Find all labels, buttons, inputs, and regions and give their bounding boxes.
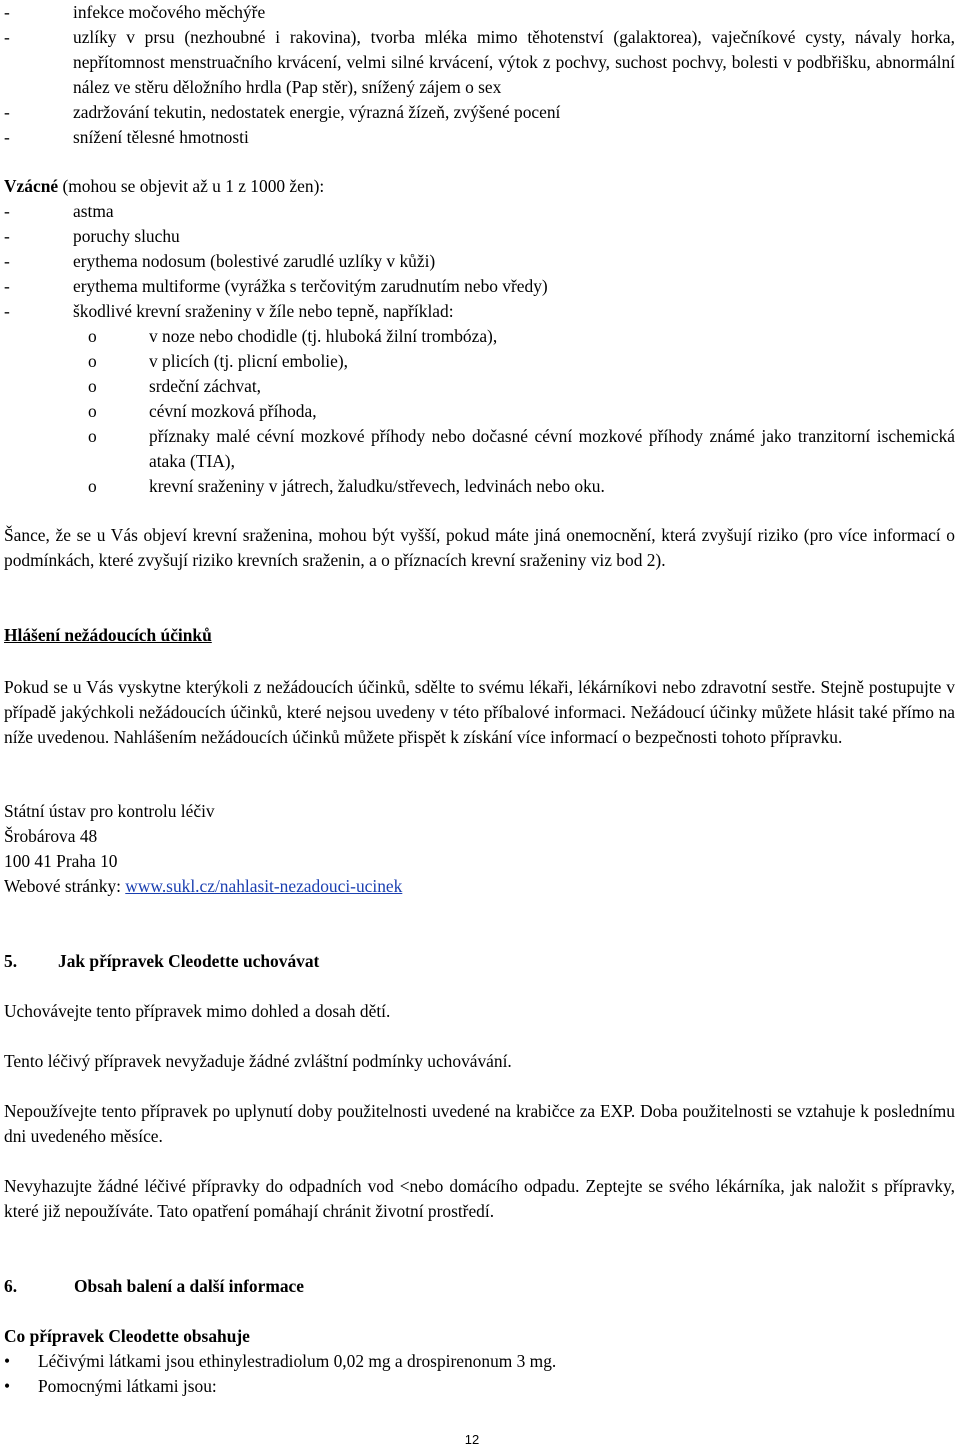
list-item: - erythema multiforme (vyrážka s terčovitým zarudnutím nebo vředy) — [4, 276, 548, 296]
section-5-paragraph: Nevyhazujte žádné léčivé přípravky do odpadních vod <nebo domácího odpadu. Zeptejte se svého lékárníka, jak naložit s přípravky, které již nepoužíváte. Tato opatření pomáhají chránit životní prostředí. — [4, 1176, 955, 1221]
list-item: • Pomocnými látkami jsou: — [4, 1376, 217, 1396]
address-block — [4, 799, 402, 899]
list-item: - škodlivé krevní sraženiny v žíle nebo tepně, například: — [4, 301, 454, 321]
list-item: - astma — [4, 201, 114, 221]
sub-list-item: o v noze nebo chodidle (tj. hluboká žilní trombóza), — [88, 326, 498, 346]
sub-list-item: o cévní mozková příhoda, — [88, 401, 317, 421]
address-line: Šrobárova 48 — [4, 826, 98, 846]
rare-heading: Vzácné (mohou se objevit až u 1 z 1000 žen): — [4, 176, 325, 196]
list-item: - snížení tělesné hmotnosti — [4, 127, 249, 147]
side-effects-list — [4, 0, 955, 150]
list-item: - zadržování tekutin, nedostatek energie, výrazná žízeň, zvýšené pocení — [4, 102, 561, 122]
section-5-paragraph: Tento léčivý přípravek nevyžaduje žádné zvláštní podmínky uchovávání. — [4, 1051, 512, 1071]
section-5-paragraph: Nepoužívejte tento přípravek po uplynutí doby použitelnosti uvedené na krabičce za EXP. Doba použitelnosti se vztahuje k poslednímu dni uvedeného měsíce. — [4, 1101, 955, 1146]
list-item: - uzlíky v prsu (nezhoubné i rakovina), tvorba mléka mimo těhotenství (galaktorea), vaječníkové cysty, návaly horka, nepřítomnost menstruačního krvácení, velmi silné krvácení, výtok z pochvy, suchost pochvy, bolesti v podbřišku, abnormální nález ve stěru děložního hrdla (Pap stěr), snížený zájem o sex — [4, 27, 955, 97]
rare-section — [4, 174, 955, 499]
address-line: 100 41 Praha 10 — [4, 851, 118, 871]
section-6-heading: 6. Obsah balení a další informace — [4, 1276, 304, 1296]
address-line: Státní ústav pro kontrolu léčiv — [4, 801, 215, 821]
list-item: - erythema nodosum (bolestivé zarudlé uzlíky v kůži) — [4, 251, 436, 271]
section-5-paragraph: Uchovávejte tento přípravek mimo dohled a dosah dětí. — [4, 1001, 391, 1021]
section-5-heading: 5. Jak přípravek Cleodette uchovávat — [4, 951, 320, 971]
composition-subheading: Co přípravek Cleodette obsahuje — [4, 1326, 250, 1346]
reporting-paragraph: Pokud se u Vás vyskytne kterýkoli z nežádoucích účinků, sdělte to svému lékaři, lékárníkovi nebo zdravotní sestře. Stejně postupujte v případě jakýchkoli nežádoucích účinků, které nejsou uvedeny v této příbalové informaci. Nežádoucí účinky můžete hlásit také přímo na níže uvedenou. Nahlášením nežádoucích účinků můžete přispět k získání více informací o bezpečnosti tohoto přípravku. — [4, 677, 955, 747]
web-line: Webové stránky: www.sukl.cz/nahlasit-nezadouci-ucinek — [4, 876, 403, 896]
sub-list-item: o příznaky malé cévní mozkové příhody nebo dočasné cévní mozkové příhody známé jako tranzitorní ischemická ataka (TIA), — [88, 426, 955, 471]
list-item: • Léčivými látkami jsou ethinylestradiolum 0,02 mg a drospirenonum 3 mg. — [4, 1351, 557, 1371]
sub-list-item: o krevní sraženiny v játrech, žaludku/střevech, ledvinách nebo oku. — [88, 476, 605, 496]
page-number: 12 — [464, 1432, 480, 1447]
reporting-heading: Hlášení nežádoucích účinků — [4, 625, 212, 645]
reporting-website-link[interactable]: www.sukl.cz/nahlasit-nezadouci-ucinek — [125, 876, 403, 896]
list-item: - poruchy sluchu — [4, 226, 180, 246]
list-item: - infekce močového měchýře — [4, 2, 266, 22]
sub-list-item: o v plicích (tj. plicní embolie), — [88, 351, 348, 371]
composition-block — [4, 1324, 955, 1399]
sub-list-item: o srdeční záchvat, — [88, 376, 262, 396]
chance-paragraph: Šance, že se u Vás objeví krevní sraženina, mohou být vyšší, pokud máte jiná onemocnění, která zvyšují riziko (pro více informací o podmínkách, které zvyšují riziko krevních sraženin, a o příznacích krevní sraženiny viz bod 2). — [4, 525, 955, 570]
